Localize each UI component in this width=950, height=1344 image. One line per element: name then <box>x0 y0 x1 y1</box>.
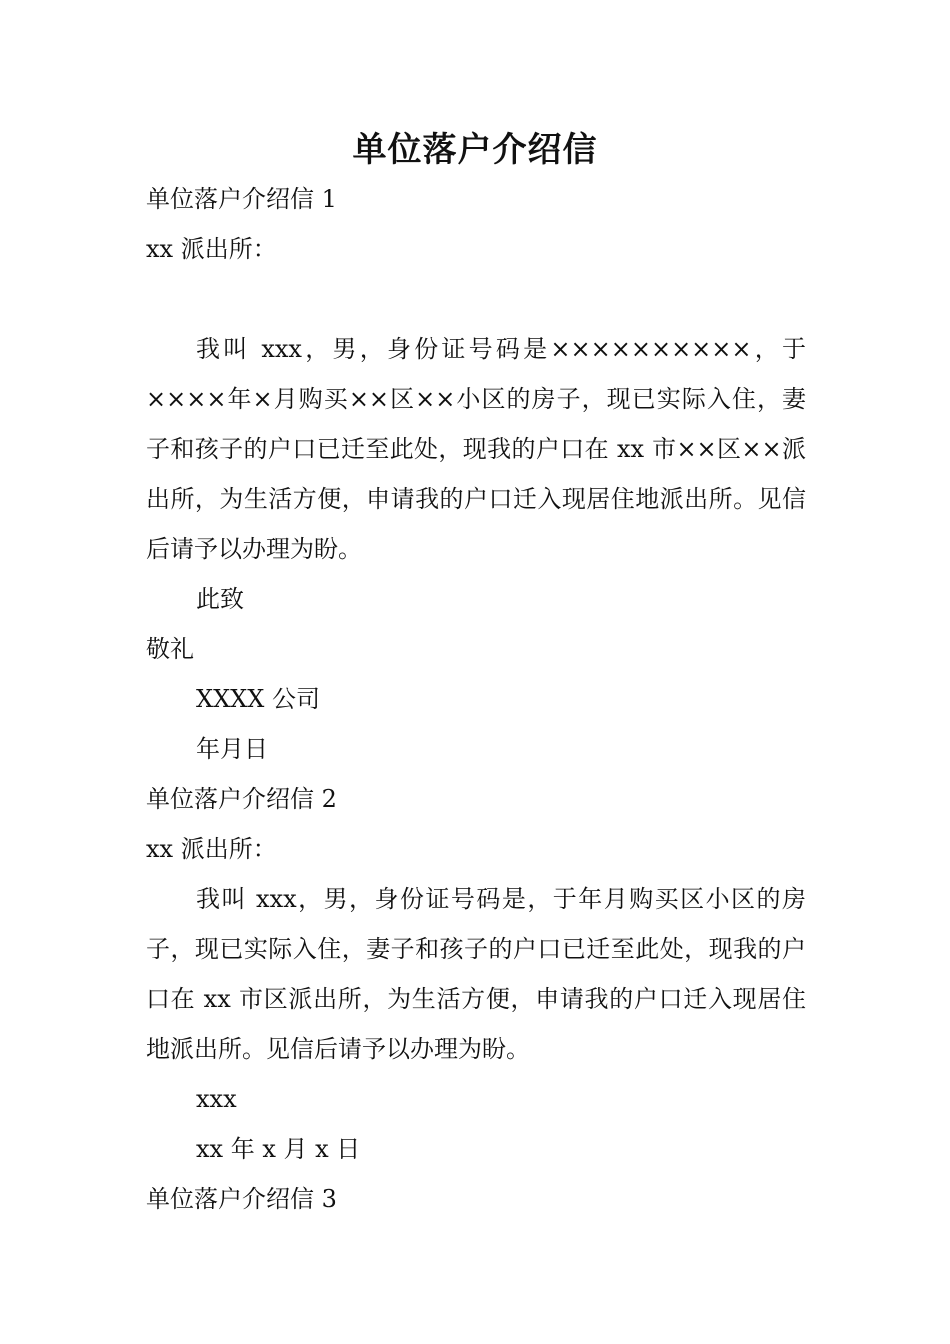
letter1-salutation: xx 派出所： <box>146 235 277 263</box>
letter1-body: 我叫 xxx，男，身份证号码是××××××××××，于××××年×月购买××区××小区的房子，现已实际入住，妻子和孩子的户口已迁至此处，现我的户口在 xx 市××区××派出所，为生活方便，申请我的户口迁入现居住地派出所。见信后请予以办理为盼。 <box>146 335 806 563</box>
letter2-body: 我叫 xxx，男，身份证号码是，于年月购买区小区的房子，现已实际入住，妻子和孩子的户口已迁至此处，现我的户口在 xx 市区派出所，为生活方便，申请我的户口迁入现居住地派出所。见信后请予以办理为盼。 <box>146 885 806 1063</box>
letter3-heading: 单位落户介绍信 3 <box>146 1185 337 1213</box>
letter1-signature: XXXX 公司 <box>196 685 320 713</box>
letter2-date: xx 年 x 月 x 日 <box>196 1135 361 1163</box>
letter1-closing-cizhi: 此致 <box>196 585 244 613</box>
letter1-heading: 单位落户介绍信 1 <box>146 185 337 213</box>
letter2-salutation: xx 派出所： <box>146 835 277 863</box>
document-title: 单位落户介绍信 <box>352 130 598 170</box>
letter1-closing-jingli: 敬礼 <box>146 635 194 663</box>
letter1-date: 年月日 <box>196 735 268 763</box>
letter2-signature: xxx <box>196 1085 237 1113</box>
letter2-heading: 单位落户介绍信 2 <box>146 785 337 813</box>
